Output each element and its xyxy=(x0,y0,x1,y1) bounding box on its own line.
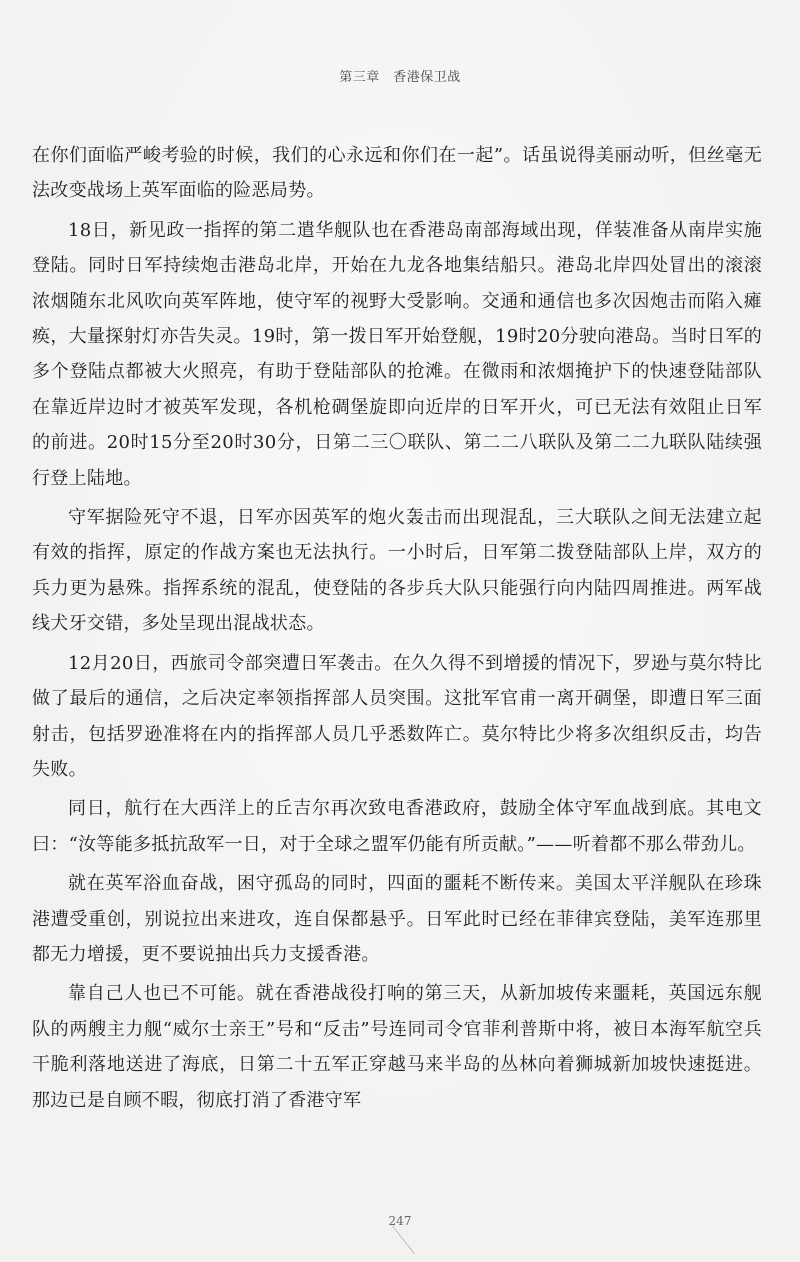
paragraph-continuation: 在你们面临严峻考验的时候，我们的心永远和你们在一起”。话虽说得美丽动听，但丝毫无法改变战场上英军面临的险恶局势。 xyxy=(32,145,762,202)
page-number: 247 xyxy=(388,1214,412,1228)
paragraph-dec-18: 18日，新见政一指挥的第二遣华舰队也在香港岛南部海域出现，佯装准备从南岸实施登陆。同时日军持续炮击港岛北岸，开始在九龙各地集结船只。港岛北岸四处冒出的滚滚浓烟随东北风吹向英军阵地，使守军的视野大受影响。交通和通信也多次因炮击而陷入瘫痪，大量探射灯亦告失灵。19时，第一拨日军开始登舰，19时20分驶向港岛。当时日军的多个登陆点都被大火照亮，有助于登陆部队的抢滩。在微雨和浓烟掩护下的快速登陆部队在靠近岸边时才被英军发现，各机枪碉堡旋即向近岸的日军开火，可已无法有效阻止日军的前进。20时15分至20时30分，日第二三〇联队、第二二八联队及第二二九联队陆续强行登上陆地。 xyxy=(32,219,762,489)
paragraph-dec-20: 12月20日，西旅司令部突遭日军袭击。在久久得不到增援的情况下，罗逊与莫尔特比做了最后的通信，之后决定率领指挥部人员突围。这批军官甫一离开碉堡，即遭日军三面射击，包括罗逊准将在内的指挥部人员几乎悉数阵亡。莫尔特比少将多次组织反击，均告失败。 xyxy=(32,652,762,780)
paragraph-singapore: 靠自己人也已不可能。就在香港战役打响的第三天，从新加坡传来噩耗，英国远东舰队的两艘主力舰“威尔士亲王”号和“反击”号连同司令官菲利普斯中将，被日本海军航空兵干脆利落地送进了海底，日第二十五军正穿越马来半岛的丛林向着狮城新加坡快速挺进。那边已是自顾不暇，彻底打消了香港守军 xyxy=(32,983,762,1111)
body-text xyxy=(32,138,762,1118)
paragraph-bad-news: 就在英军浴血奋战，困守孤岛的同时，四面的噩耗不断传来。美国太平洋舰队在珍珠港遭受重创，别说拉出来进攻，连自保都悬乎。日军此时已经在菲律宾登陆，美军连那里都无力增援，更不要说抽出兵力支援香港。 xyxy=(32,873,762,965)
pencil-mark xyxy=(392,1201,446,1255)
running-header: 第三章 香港保卫战 xyxy=(339,70,461,85)
paragraph-churchill: 同日，航行在大西洋上的丘吉尔再次致电香港政府，鼓励全体守军血战到底。其电文曰：“汝等能多抵抗敌军一日，对于全球之盟军仍能有所贡献。”——听着都不那么带劲儿。 xyxy=(32,798,762,855)
paragraph-defense: 守军据险死守不退，日军亦因英军的炮火轰击而出现混乱，三大联队之间无法建立起有效的指挥，原定的作战方案也无法执行。一小时后，日军第二拨登陆部队上岸，双方的兵力更为悬殊。指挥系统的混乱，使登陆的各步兵大队只能强行向内陆四周推进。两军战线犬牙交错，多处呈现出混战状态。 xyxy=(32,507,762,635)
